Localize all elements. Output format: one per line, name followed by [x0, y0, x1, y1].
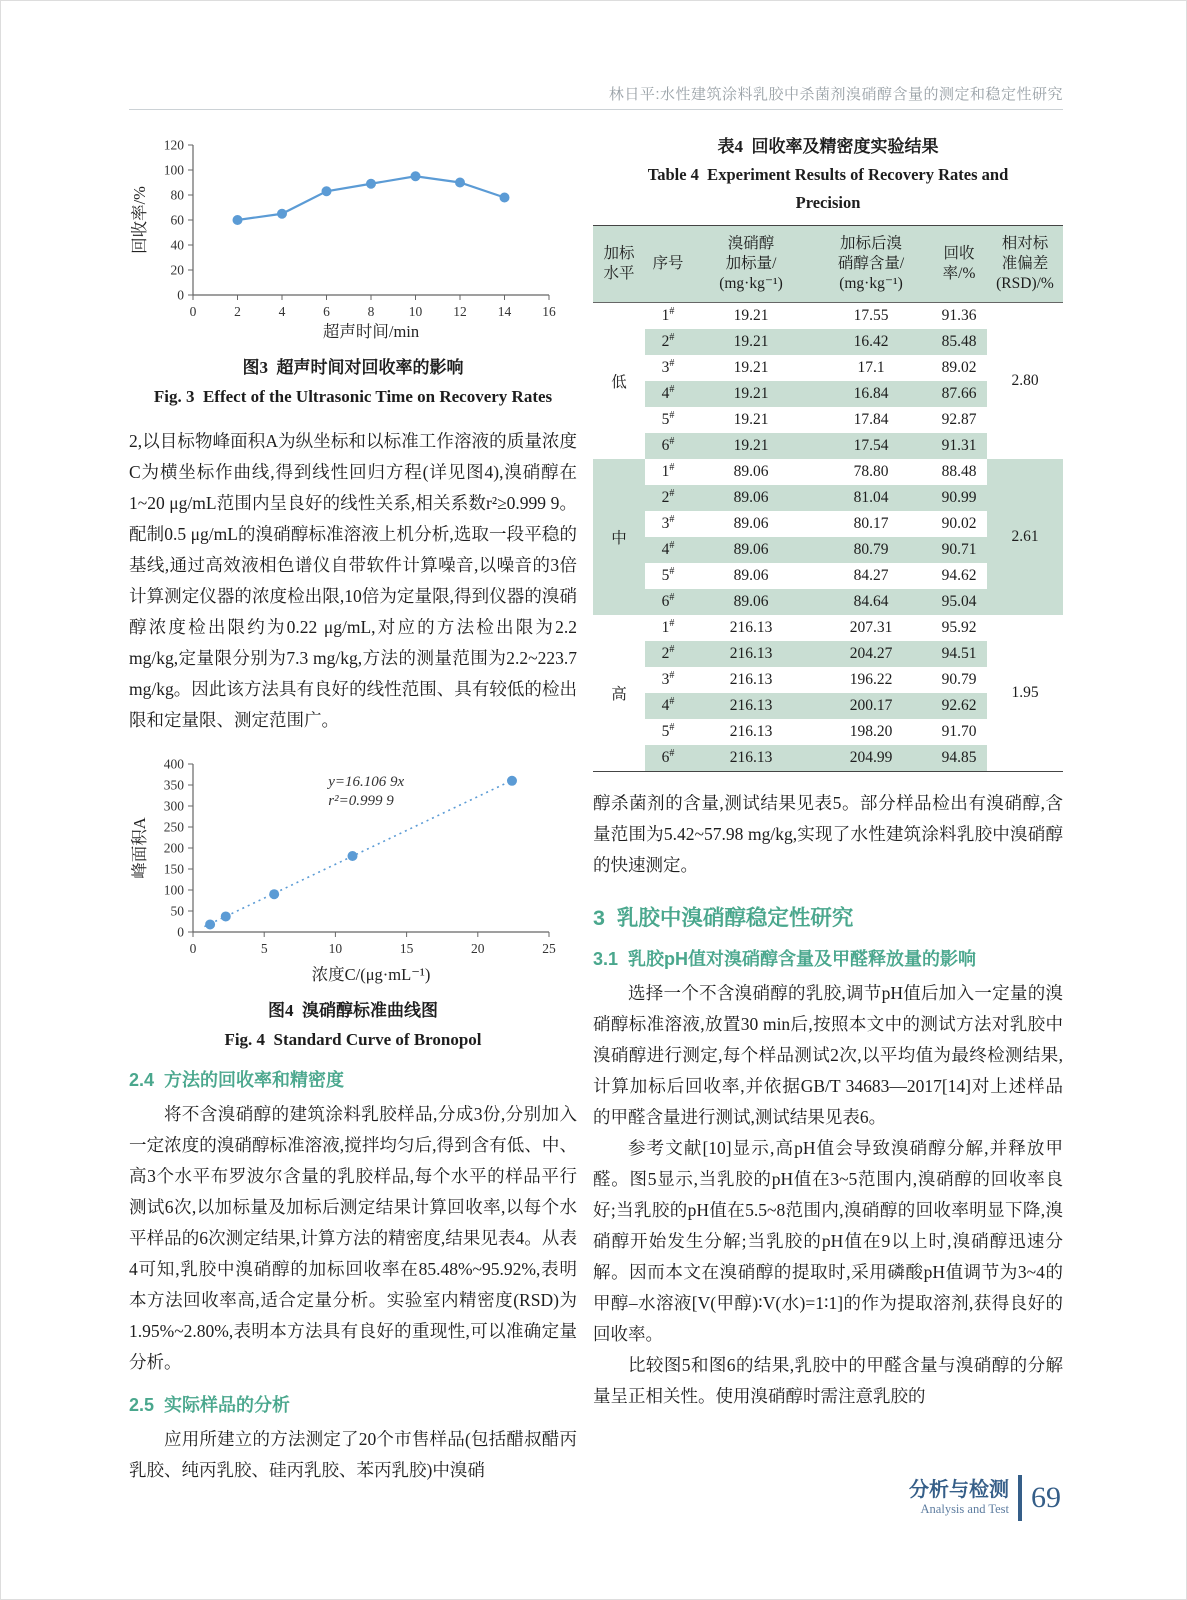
svg-text:峰面积A: 峰面积A: [130, 817, 149, 879]
table-row: [593, 303, 1063, 330]
value-cell: 90.02: [941, 515, 977, 532]
svg-text:回收率/%: 回收率/%: [130, 186, 149, 254]
value-cell: 87.66: [931, 381, 987, 407]
value-cell: 89.06: [733, 463, 769, 480]
svg-text:0: 0: [177, 924, 184, 940]
paragraph-linearity: 2,以目标物峰面积A为纵坐标和以标准工作溶液的质量浓度C为横坐标作曲线,得到线性回归方程(详见图4),溴硝醇在1~20 μg/mL范围内呈良好的线性关系,相关系数r²≥0.999 9。配制0.5 μg/mL的溴硝醇标准溶液上机分析,选取一段平稳的基线,通过高效液相色谱仪自带软件计算噪音,以噪音的3倍计算测定仪器的浓度检出限,10倍为定量限,得到仪器的溴硝醇浓度检出限约为0.22 μg/mL,对应的方法检出限为2.2 mg/kg,定量限分别为7.3 mg/kg,方法的测量范围为2.2~223.7 mg/kg。因此该方法具有良好的线性范围、具有较低的检出限和定量限、测定范围广。: [129, 431, 577, 730]
seq-cell: 4#: [645, 381, 691, 407]
seq-cell: 1#: [661, 462, 675, 481]
col-header-content-after: 加标后溴 硝醇含量/ (mg·kg⁻¹): [811, 226, 931, 303]
value-cell: 204.27: [811, 641, 931, 667]
spike-level-cell: 低: [611, 374, 627, 391]
value-cell: 19.21: [691, 433, 811, 459]
section-3-heading: 3 乳胶中溴硝醇稳定性研究: [593, 906, 854, 930]
value-cell: 90.99: [931, 485, 987, 511]
seq-cell: 4#: [645, 693, 691, 719]
paragraph-recovery-precision: 将不含溴硝醇的建筑涂料乳胶样品,分成3份,分别加入一定浓度的溴硝醇标准溶液,搅拌均匀后,得到含有低、中、高3个水平布罗波尔含量的乳胶样品,每个水平的样品平行测试6次,以加标量及加标后测定结果计算回收率,以每个水平样品的6次测定结果,计算方法的精密度,结果见表4。从表4可知,乳胶中溴硝醇的加标回收率在85.48%~95.92%,表明本方法回收率高,适合定量分析。实验室内精密度(RSD)为1.95%~2.80%,表明本方法具有良好的重现性,可以准确定量分析。: [129, 1104, 577, 1372]
value-cell: 17.55: [853, 307, 889, 324]
footer-section-en: Analysis and Test: [920, 1502, 1009, 1516]
seq-cell: 6#: [645, 745, 691, 772]
svg-text:25: 25: [542, 941, 556, 956]
page-number: 69: [1031, 1481, 1061, 1514]
value-cell: 17.1: [857, 359, 885, 376]
paragraph-sample-results: 醇杀菌剂的含量,测试结果见表5。部分样品检出有溴硝醇,含量范围为5.42~57.98 mg/kg,实现了水性建筑涂料乳胶中溴硝醇的快速测定。: [593, 793, 1063, 875]
svg-text:14: 14: [497, 304, 512, 319]
svg-text:0: 0: [189, 941, 197, 956]
col-header-recovery: 回收 率/%: [931, 226, 987, 303]
svg-text:10: 10: [328, 941, 343, 956]
value-cell: 16.84: [811, 381, 931, 407]
value-cell: 95.92: [941, 619, 977, 636]
right-column: [593, 133, 1063, 1412]
figure3-caption-cn: 图3 超声时间对回收率的影响: [242, 358, 464, 377]
value-cell: 216.13: [729, 723, 773, 740]
seq-cell: 3#: [661, 358, 675, 377]
seq-cell: 5#: [661, 410, 675, 429]
value-cell: 78.80: [853, 463, 889, 480]
value-cell: 94.62: [941, 567, 977, 584]
svg-text:100: 100: [163, 162, 184, 178]
section-3-1-heading: 3.1 乳胶pH值对溴硝醇含量及甲醛释放量的影响: [593, 949, 977, 969]
value-cell: 85.48: [931, 329, 987, 355]
value-cell: 19.21: [733, 411, 769, 428]
footer-section: [909, 1479, 1009, 1517]
svg-text:6: 6: [323, 304, 330, 319]
svg-text:8: 8: [367, 304, 375, 319]
seq-cell: 4#: [645, 537, 691, 563]
svg-text:y=16.106 9x: y=16.106 9x: [328, 773, 405, 790]
table-row: [593, 615, 1063, 641]
svg-text:10: 10: [408, 304, 423, 319]
page-footer: [909, 1475, 1061, 1521]
svg-text:4: 4: [278, 304, 286, 319]
figure3-chart: [129, 131, 575, 347]
table4-header: [593, 226, 1063, 303]
seq-cell: 3#: [661, 670, 675, 689]
header-rule: [129, 109, 1063, 110]
value-cell: 81.04: [811, 485, 931, 511]
seq-cell: 2#: [645, 329, 691, 355]
value-cell: 198.20: [849, 723, 893, 740]
svg-text:0: 0: [177, 287, 184, 303]
value-cell: 196.22: [849, 671, 893, 688]
value-cell: 17.84: [853, 411, 889, 428]
value-cell: 94.85: [931, 745, 987, 772]
svg-text:400: 400: [163, 756, 184, 772]
value-cell: 204.99: [811, 745, 931, 772]
paragraph-ph-method: 选择一个不含溴硝醇的乳胶,调节pH值后加入一定量的溴硝醇标准溶液,放置30 min后,按照本文中的测试方法对乳胶中溴硝醇进行测定,每个样品测试2次,以平均值为最终检测结果,计算加标后回收率,并依据GB/T 34683—2017[14]对上述样品的甲醛含量进行测试,测试结果见表6。: [593, 983, 1063, 1127]
table4-body: [593, 303, 1063, 772]
value-cell: 19.21: [691, 381, 811, 407]
svg-text:5: 5: [260, 941, 268, 956]
svg-text:350: 350: [163, 777, 184, 793]
value-cell: 92.87: [941, 411, 977, 428]
value-cell: 89.06: [733, 515, 769, 532]
table4-title-en: Table 4 Experiment Results of Recovery Rates and Precision: [647, 165, 1013, 212]
value-cell: 216.13: [729, 619, 773, 636]
value-cell: 91.36: [941, 307, 977, 324]
value-cell: 89.02: [941, 359, 977, 376]
svg-text:120: 120: [163, 137, 184, 153]
value-cell: 89.06: [733, 567, 769, 584]
value-cell: 92.62: [931, 693, 987, 719]
value-cell: 89.06: [691, 485, 811, 511]
svg-text:0: 0: [189, 304, 197, 319]
svg-text:200: 200: [163, 840, 184, 856]
paragraph-real-samples: 应用所建立的方法测定了20个市售样品(包括醋叔醋丙乳胶、纯丙乳胶、硅丙乳胶、苯丙乳胶)中溴硝: [129, 1429, 577, 1480]
svg-text:r²=0.999 9: r²=0.999 9: [328, 792, 394, 809]
value-cell: 19.21: [691, 329, 811, 355]
svg-text:300: 300: [163, 798, 184, 814]
figure4-chart: [129, 752, 575, 990]
seq-cell: 2#: [645, 641, 691, 667]
svg-text:80: 80: [170, 187, 184, 203]
svg-text:浓度C/(μg·mL⁻¹): 浓度C/(μg·mL⁻¹): [311, 965, 431, 984]
svg-text:50: 50: [170, 903, 184, 919]
col-header-spiked-amount: 溴硝醇 加标量/ (mg·kg⁻¹): [691, 226, 811, 303]
seq-cell: 1#: [661, 306, 675, 325]
figure4: [129, 752, 577, 1053]
rsd-cell: 2.80: [1011, 372, 1039, 389]
figure3-caption-en: Fig. 3 Effect of the Ultrasonic Time on Recovery Rates: [153, 387, 553, 406]
value-cell: 88.48: [941, 463, 977, 480]
value-cell: 89.06: [691, 537, 811, 563]
col-header-spike-level: 加标 水平: [593, 226, 645, 303]
value-cell: 89.06: [691, 589, 811, 615]
value-cell: 90.79: [941, 671, 977, 688]
left-column: [129, 131, 577, 1486]
figure4-caption-en: Fig. 4 Standard Curve of Bronopol: [224, 1030, 482, 1049]
svg-text:150: 150: [163, 861, 184, 877]
svg-text:12: 12: [453, 304, 467, 319]
value-cell: 216.13: [729, 671, 773, 688]
value-cell: 216.13: [691, 641, 811, 667]
rsd-cell: 2.61: [987, 459, 1063, 615]
svg-text:15: 15: [399, 941, 414, 956]
paragraph-formaldehyde-correlation: 比较图5和图6的结果,乳胶中的甲醛含量与溴硝醇的分解量呈正相关性。使用溴硝醇时需注意乳胶的: [593, 1355, 1063, 1406]
table-row: [593, 459, 1063, 485]
svg-text:2: 2: [234, 304, 241, 319]
footer-divider: [1018, 1475, 1022, 1521]
seq-cell: 1#: [661, 618, 675, 637]
seq-cell: 2#: [645, 485, 691, 511]
value-cell: 94.51: [931, 641, 987, 667]
table4: [593, 225, 1063, 772]
svg-text:40: 40: [170, 237, 184, 253]
rsd-cell: 1.95: [1011, 684, 1039, 701]
svg-text:60: 60: [170, 212, 184, 228]
spike-level-cell: 高: [611, 686, 627, 703]
value-cell: 216.13: [691, 693, 811, 719]
value-cell: 91.31: [931, 433, 987, 459]
svg-text:16: 16: [542, 304, 556, 319]
svg-text:20: 20: [170, 262, 184, 278]
running-head: 林日平:水性建筑涂料乳胶中杀菌剂溴硝醇含量的测定和稳定性研究: [608, 86, 1063, 103]
value-cell: 19.21: [733, 359, 769, 376]
value-cell: 80.79: [811, 537, 931, 563]
value-cell: 216.13: [691, 745, 811, 772]
svg-text:超声时间/min: 超声时间/min: [322, 322, 420, 341]
col-header-seq: 序号: [645, 226, 691, 303]
value-cell: 84.27: [853, 567, 889, 584]
value-cell: 95.04: [931, 589, 987, 615]
value-cell: 16.42: [811, 329, 931, 355]
seq-cell: 5#: [661, 566, 675, 585]
value-cell: 84.64: [811, 589, 931, 615]
value-cell: 207.31: [849, 619, 893, 636]
footer-section-cn: 分析与检测: [909, 1479, 1009, 1501]
table4-title-cn: 表4 回收率及精密度实验结果: [717, 137, 939, 156]
seq-cell: 6#: [645, 433, 691, 459]
section-2-4-heading: 2.4 方法的回收率和精密度: [129, 1070, 345, 1090]
figure3: [129, 131, 577, 410]
value-cell: 200.17: [811, 693, 931, 719]
svg-text:20: 20: [471, 941, 485, 956]
value-cell: 90.71: [931, 537, 987, 563]
svg-text:100: 100: [163, 882, 184, 898]
value-cell: 17.54: [811, 433, 931, 459]
value-cell: 91.70: [941, 723, 977, 740]
spike-level-cell: 中: [593, 459, 645, 615]
svg-text:250: 250: [163, 819, 184, 835]
section-2-5-heading: 2.5 实际样品的分析: [129, 1395, 291, 1415]
figure4-caption-cn: 图4 溴硝醇标准曲线图: [268, 1001, 438, 1020]
seq-cell: 6#: [645, 589, 691, 615]
value-cell: 80.17: [853, 515, 889, 532]
col-header-rsd: 相对标 准偏差 (RSD)/%: [987, 226, 1063, 303]
paragraph-ph-decomposition: 参考文献[10]显示,高pH值会导致溴硝醇分解,并释放甲醛。图5显示,当乳胶的pH值在3~5范围内,溴硝醇的回收率良好;当乳胶的pH值在5.5~8范围内,溴硝醇的回收率明显下降,溴硝醇开始发生分解;当乳胶的pH值在9以上时,溴硝醇迅速分解。因而本文在溴硝醇的提取时,采用磷酸pH值调节为3~4的甲醇–水溶液[V(甲醇)∶V(水)=1∶1]的作为提取溶剂,获得良好的回收率。: [593, 1138, 1063, 1344]
value-cell: 19.21: [733, 307, 769, 324]
seq-cell: 3#: [661, 514, 675, 533]
seq-cell: 5#: [661, 722, 675, 741]
